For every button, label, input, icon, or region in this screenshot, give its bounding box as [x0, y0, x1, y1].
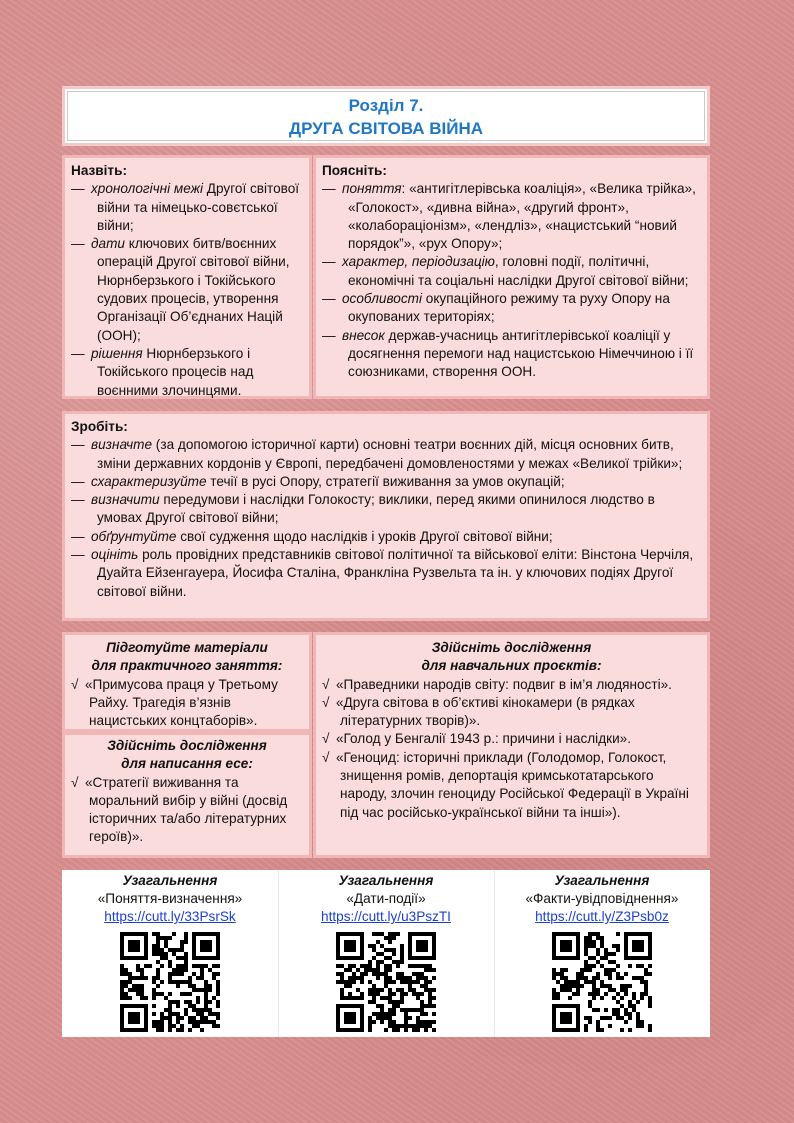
list-item: — рішення Нюрнберзького і Токійського процесів над воєнними злочинцями. [71, 345, 254, 398]
list-item: √ «Голод у Бенгалії 1943 р.: причини і наслідки». [322, 731, 632, 747]
list-item: √ «Стратегії виживання та моральний вибір у війні (досвід історичних та/або літературних героїв)». [71, 774, 288, 845]
list-item: — дати ключових битв/воєнних операцій Другої світової війни, Нюрнберзького і Токійського судових процесів, утворення Організації Об’єднаних Націй (ООН); [71, 236, 290, 343]
list-item: √ «Примусова праця у Третьому Райху. Трагедія в’язнів нацистських концтаборів». [71, 676, 278, 729]
name-item-list [71, 180, 303, 400]
list-item: √ «Геноцид: історичні приклади (Голодомор, Голокост, знищення ромів, депортація кримськотатарського народу, злочин геноциду Російської Федерації в Україні під час російсько-української війни та інші»). [322, 749, 689, 820]
list-item: — оцініть роль провідних представників світової політичної та військової еліти: Вінстона Черчіля, Дуайта Ейзенгауера, Йосифа Сталіна, Франкліна Рузвельта та ін. у ключових подіях Другої світової війни. [71, 547, 694, 599]
qr-code-icon[interactable] [120, 932, 220, 1032]
list-item: — характер, періодизацію, головні події, політичні, економічні та соціальні наслідки Другої світової війни; [322, 254, 689, 288]
do-heading: Зробіть: [71, 419, 128, 434]
list-item: — визначити передумови і наслідки Голокосту; виклики, перед якими опинилося людство в умовах Другої світової війни; [71, 492, 655, 526]
list-item: — схарактеризуйте течії в русі Опору, стратегії виживання за умов окупацій; [71, 473, 565, 489]
list-item: — хронологічні межі Другої світової війни та німецько-совєтської війни; [71, 181, 300, 233]
list-item: — особливості окупаційного режиму та руху Опору на окупованих територіях; [322, 291, 670, 325]
summary-subtitle: «Поняття-визначення» [97, 891, 243, 906]
summary-dates [278, 872, 494, 926]
explain-heading: Поясніть: [322, 163, 387, 178]
projects-section [313, 632, 710, 858]
summary-title: Узагальнення [338, 873, 434, 888]
list-item: — поняття: «антигітлерівська коаліція», «Велика трійка», «Голокост», «дивна війна», «другий фронт», «колабораціонізм», «лендліз», «нацистський “новий порядок”», «рух Опору»; [322, 181, 696, 252]
practice-heading: Підготуйте матеріали для практичного заняття: [91, 640, 283, 674]
summary-link[interactable]: https://cutt.ly/Z3Psb0z [535, 909, 669, 924]
summary-concepts [62, 872, 278, 926]
chapter-title: ДРУГА СВІТОВА ВІЙНА [288, 119, 484, 138]
essay-heading: Здійсніть дослідження для написання есе: [107, 738, 267, 772]
summary-subtitle: «Дати-події» [346, 891, 426, 906]
list-item: — визначте (за допомогою історичної карти) основні театри воєнних дій, місця основних битв, зміни державних кордонів у Європі, передбачені домовленостями у межах «Великої трійки»; [71, 437, 683, 471]
summary-title: Узагальнення [554, 873, 650, 888]
name-section [62, 155, 312, 399]
summary-subtitle: «Факти-увідповіднення» [525, 891, 679, 906]
summary-links-panel [62, 870, 710, 1037]
qr-code-icon[interactable] [552, 932, 652, 1032]
summary-title: Узагальнення [122, 873, 218, 888]
summary-link[interactable]: https://cutt.ly/u3PszTI [321, 909, 451, 924]
name-heading: Назвіть: [71, 163, 127, 178]
list-item: √ «Друга світова в об’єктиві кінокамери (в рядках літературних творів)». [322, 694, 635, 729]
chapter-title-box [62, 86, 710, 146]
list-item: √ «Праведники народів світу: подвиг в ім’я людяності». [322, 676, 672, 692]
projects-heading: Здійсніть дослідження для навчальних проєктів: [421, 640, 602, 674]
explain-section [313, 155, 710, 399]
list-item: — обґрунтуйте свої судження щодо наслідків і уроків Другої світової війни; [71, 528, 553, 544]
summary-link[interactable]: https://cutt.ly/33PsrSk [104, 909, 236, 924]
essay-section [62, 732, 312, 858]
list-item: — внесок держав-учасниць антигітлерівської коаліції у досягнення перемоги над нацистською Німеччиною і її союзниками, створення ООН. [322, 327, 694, 380]
summary-facts [494, 872, 710, 926]
do-section [62, 411, 710, 621]
qr-code-icon[interactable] [336, 932, 436, 1032]
chapter-number: Розділ 7. [348, 96, 424, 115]
practice-section [62, 632, 312, 732]
